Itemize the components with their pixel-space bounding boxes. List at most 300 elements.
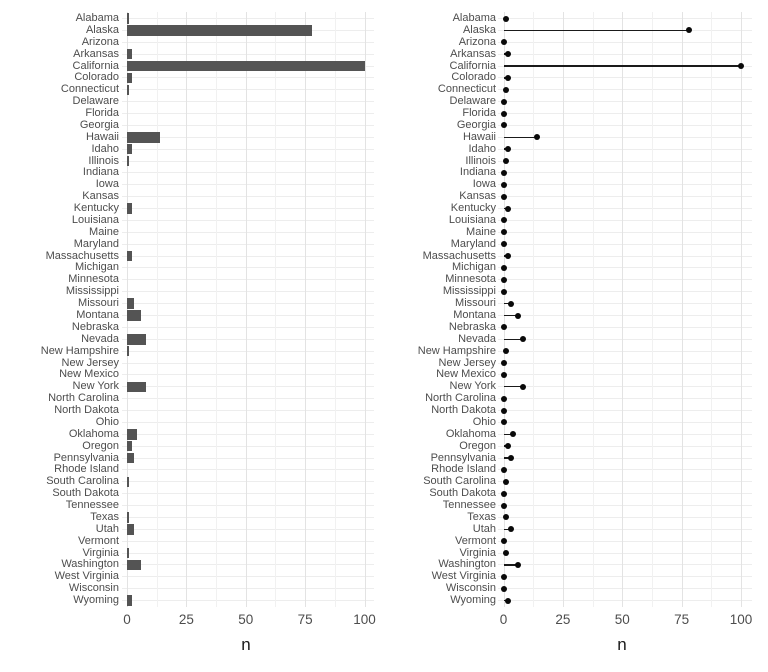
state-bar (127, 453, 134, 464)
y-axis-state-label: North Carolina (425, 392, 496, 405)
y-axis-state-label: Ohio (472, 415, 496, 428)
y-axis-state-label: Connecticut (437, 83, 496, 96)
y-axis-state-label: South Dakota (429, 487, 496, 500)
y-axis-state-label: Kansas (82, 190, 119, 203)
row-gridline (122, 279, 374, 280)
lollipop-stem (504, 65, 742, 66)
row-gridline (122, 434, 374, 435)
lollipop-dot (738, 63, 744, 69)
y-axis-state-label: Washington (438, 558, 496, 571)
y-axis-state-label: Nevada (458, 332, 496, 345)
y-axis-state-label: New York (72, 380, 119, 393)
major-gridline (365, 12, 366, 607)
y-axis-state-label: Wyoming (73, 594, 119, 607)
y-axis-state-label: Arizona (81, 35, 119, 48)
state-bar (127, 251, 132, 262)
x-axis-tick-label: 100 (729, 612, 753, 627)
row-gridline (122, 113, 374, 114)
lollipop-dot (505, 75, 511, 81)
y-axis-state-label: Kentucky (73, 202, 119, 215)
lollipop-dot (534, 134, 540, 140)
row-gridline (122, 291, 374, 292)
lollipop-dot (501, 122, 507, 128)
row-gridline (122, 149, 374, 150)
lollipop-dot (501, 360, 507, 366)
lollipop-dot (501, 372, 507, 378)
major-gridline (186, 12, 187, 607)
state-bar (127, 310, 141, 321)
minor-gridline (652, 12, 653, 607)
row-gridline (498, 410, 752, 411)
x-axis-tick-label: 75 (297, 612, 313, 627)
row-gridline (122, 339, 374, 340)
state-bar (127, 512, 129, 523)
row-gridline (498, 600, 752, 601)
y-axis-state-label: Michigan (451, 261, 496, 274)
row-gridline (122, 208, 374, 209)
y-axis-state-label: Michigan (74, 261, 119, 274)
y-axis-state-label: Utah (472, 522, 496, 535)
y-axis-state-label: Missouri (455, 297, 496, 310)
y-axis-state-label: Alabama (452, 12, 496, 24)
row-gridline (498, 327, 752, 328)
y-axis-state-label: Utah (95, 522, 119, 535)
state-bar (127, 25, 312, 36)
state-bar (127, 49, 132, 60)
x-axis-title: n (617, 635, 627, 654)
row-gridline (122, 303, 374, 304)
lollipop-dot (501, 419, 507, 425)
state-bar (127, 429, 137, 440)
y-axis-state-label: Mississippi (65, 285, 119, 298)
row-gridline (122, 386, 374, 387)
minor-gridline (533, 12, 534, 607)
lollipop-dot (501, 194, 507, 200)
lollipop-dot (501, 265, 507, 271)
y-axis-state-label: Texas (467, 510, 496, 523)
y-axis-state-label: Minnesota (445, 273, 496, 286)
row-gridline (122, 89, 374, 90)
y-axis-state-label: New Mexico (59, 368, 119, 381)
y-axis-state-label: North Dakota (431, 404, 496, 417)
y-axis-state-label: Indiana (459, 166, 496, 179)
row-gridline (122, 422, 374, 423)
y-axis-state-label: Oregon (82, 439, 119, 452)
state-bar (127, 73, 132, 84)
row-gridline (122, 446, 374, 447)
row-gridline (498, 89, 752, 90)
lollipop-dot (501, 289, 507, 295)
plot-panel (498, 12, 752, 607)
lollipop-dot (503, 16, 509, 22)
y-axis-state-label: Maryland (73, 237, 119, 250)
state-bar (127, 203, 132, 214)
state-bar (127, 156, 129, 167)
y-axis-state-label: Colorado (74, 71, 119, 84)
row-gridline (498, 363, 752, 364)
lollipop-dot (501, 241, 507, 247)
x-axis-title: n (241, 635, 251, 654)
lollipop-dot (501, 182, 507, 188)
state-bar (127, 548, 129, 559)
row-gridline (122, 517, 374, 518)
state-bar (127, 298, 134, 309)
row-gridline (498, 434, 752, 435)
lollipop-dot (503, 348, 509, 354)
lollipop-dot (501, 586, 507, 592)
x-axis-tick-label: 0 (499, 612, 508, 627)
y-axis-state-label: Alaska (85, 23, 119, 36)
lollipop-dot (515, 562, 521, 568)
y-axis-state-label: New Jersey (438, 356, 496, 369)
lollipop-dot (501, 538, 507, 544)
row-gridline (498, 42, 752, 43)
x-axis-tick-label: 25 (555, 612, 571, 627)
lollipop-dot (503, 479, 509, 485)
lollipop-dot (501, 467, 507, 473)
lollipop-dot (505, 51, 511, 57)
y-axis-state-label: Arkansas (73, 47, 119, 60)
row-gridline (122, 576, 374, 577)
y-axis-state-label: Arkansas (450, 47, 496, 60)
major-gridline (682, 12, 683, 607)
y-axis-state-label: Delaware (72, 95, 119, 108)
x-axis-tick-label: 0 (123, 612, 131, 627)
y-axis-state-label: Oklahoma (445, 427, 496, 440)
lollipop-dot (503, 87, 509, 93)
y-axis-state-label: Wisconsin (445, 582, 496, 595)
lollipop-dot (686, 27, 692, 33)
y-axis-state-label: Wyoming (450, 594, 496, 607)
y-axis-state-label: New Jersey (61, 356, 119, 369)
lollipop-stem (504, 30, 689, 31)
row-gridline (498, 315, 752, 316)
y-axis-state-label: Indiana (82, 166, 119, 179)
state-bar (127, 346, 129, 357)
y-axis-state-label: North Carolina (48, 392, 119, 405)
lollipop-dot (501, 491, 507, 497)
row-gridline (498, 101, 752, 102)
y-axis-state-label: New York (449, 380, 496, 393)
lollipop-chart-panel (384, 0, 768, 672)
y-axis-state-label: Rhode Island (54, 463, 119, 476)
y-axis-state-label: South Carolina (423, 475, 496, 488)
x-axis-tick-label: 25 (178, 612, 194, 627)
row-gridline (498, 493, 752, 494)
y-axis-state-label: Iowa (95, 178, 119, 191)
x-axis-tick-label: 50 (238, 612, 254, 627)
row-gridline (498, 208, 752, 209)
y-axis-state-label: Nevada (81, 332, 119, 345)
state-bar (127, 334, 146, 345)
y-axis-state-label: Illinois (465, 154, 496, 167)
row-gridline (498, 125, 752, 126)
row-gridline (498, 339, 752, 340)
y-axis-state-label: Oregon (459, 439, 496, 452)
lollipop-dot (501, 111, 507, 117)
row-gridline (122, 529, 374, 530)
row-gridline (498, 564, 752, 565)
lollipop-dot (501, 217, 507, 223)
lollipop-dot (508, 301, 514, 307)
y-axis-state-label: Mississippi (442, 285, 496, 298)
row-gridline (498, 374, 752, 375)
row-gridline (122, 410, 374, 411)
row-gridline (122, 315, 374, 316)
row-gridline (498, 386, 752, 387)
y-axis-state-label: Hawaii (85, 130, 119, 143)
row-gridline (498, 232, 752, 233)
row-gridline (498, 77, 752, 78)
y-axis-state-label: Vermont (78, 534, 119, 547)
row-gridline (498, 291, 752, 292)
major-gridline (246, 12, 247, 607)
y-axis-state-label: Idaho (91, 142, 119, 155)
row-gridline (498, 244, 752, 245)
row-gridline (122, 505, 374, 506)
lollipop-dot (501, 170, 507, 176)
row-gridline (122, 541, 374, 542)
y-axis-state-label: Alaska (462, 23, 496, 36)
row-gridline (122, 327, 374, 328)
state-bar (127, 132, 160, 143)
y-axis-state-label: Montana (76, 309, 119, 321)
plot-panel (122, 12, 374, 607)
state-bar (127, 477, 129, 488)
y-axis-state-label: Tennessee (442, 499, 496, 512)
major-gridline (563, 12, 564, 607)
row-gridline (122, 256, 374, 257)
y-axis-state-label: Ohio (95, 415, 119, 428)
lollipop-dot (503, 158, 509, 164)
x-axis-tick-label: 50 (614, 612, 630, 627)
row-gridline (498, 529, 752, 530)
y-axis-state-label: Florida (85, 107, 119, 120)
lollipop-dot (501, 503, 507, 509)
row-gridline (498, 18, 752, 19)
y-axis-state-label: North Dakota (54, 404, 119, 417)
row-gridline (122, 398, 374, 399)
row-gridline (498, 303, 752, 304)
y-axis-state-label: Kentucky (450, 202, 496, 215)
y-axis-state-label: Florida (462, 107, 496, 120)
lollipop-dot (501, 396, 507, 402)
row-gridline (498, 184, 752, 185)
major-gridline (622, 12, 623, 607)
state-bar (127, 85, 129, 96)
lollipop-dot (501, 229, 507, 235)
row-gridline (498, 553, 752, 554)
lollipop-dot (510, 431, 516, 437)
row-gridline (122, 125, 374, 126)
row-gridline (122, 172, 374, 173)
row-gridline (122, 363, 374, 364)
minor-gridline (593, 12, 594, 607)
state-bar (127, 61, 365, 72)
y-axis-state-label: Maryland (450, 237, 496, 250)
y-axis-state-label: Maine (89, 225, 119, 238)
row-gridline (122, 351, 374, 352)
row-gridline (498, 469, 752, 470)
lollipop-dot (501, 99, 507, 105)
row-gridline (122, 18, 374, 19)
lollipop-dot (501, 277, 507, 283)
y-axis-state-label: South Carolina (46, 475, 119, 488)
y-axis-state-label: Georgia (456, 118, 496, 131)
lollipop-dot (505, 206, 511, 212)
lollipop-dot (501, 324, 507, 330)
row-gridline (122, 600, 374, 601)
y-axis-state-label: Washington (61, 558, 119, 571)
lollipop-dot (505, 253, 511, 259)
row-gridline (498, 172, 752, 173)
row-gridline (122, 161, 374, 162)
row-gridline (122, 493, 374, 494)
row-gridline (122, 588, 374, 589)
row-gridline (122, 374, 374, 375)
row-gridline (498, 267, 752, 268)
y-axis-state-label: Kansas (459, 190, 496, 203)
y-axis-state-label: Pennsylvania (53, 451, 119, 464)
minor-gridline (216, 12, 217, 607)
y-axis-state-label: Massachusetts (45, 249, 119, 262)
row-gridline (122, 184, 374, 185)
y-axis-state-label: Nebraska (71, 320, 119, 333)
y-axis-state-label: Connecticut (60, 83, 119, 96)
y-axis-state-label: Colorado (451, 71, 496, 84)
y-axis-state-label: Illinois (88, 154, 119, 167)
row-gridline (122, 77, 374, 78)
row-gridline (498, 149, 752, 150)
row-gridline (122, 232, 374, 233)
row-gridline (498, 161, 752, 162)
row-gridline (498, 351, 752, 352)
state-bar (127, 524, 134, 535)
major-gridline (305, 12, 306, 607)
state-bar (127, 382, 146, 393)
lollipop-dot (501, 408, 507, 414)
row-gridline (122, 564, 374, 565)
y-axis-state-label: Maine (466, 225, 496, 238)
y-axis-state-label: Pennsylvania (430, 451, 496, 464)
row-gridline (122, 553, 374, 554)
row-gridline (122, 42, 374, 43)
state-bar (127, 144, 132, 155)
y-axis-state-label: Louisiana (448, 213, 496, 226)
row-gridline (498, 505, 752, 506)
row-gridline (498, 458, 752, 459)
row-gridline (122, 267, 374, 268)
y-axis-state-label: Alabama (75, 12, 119, 24)
row-gridline (498, 517, 752, 518)
y-axis-state-label: Vermont (455, 534, 496, 547)
lollipop-dot (520, 384, 526, 390)
minor-gridline (711, 12, 712, 607)
row-gridline (122, 481, 374, 482)
lollipop-dot (501, 574, 507, 580)
lollipop-stem (504, 137, 537, 138)
row-gridline (498, 422, 752, 423)
minor-gridline (335, 12, 336, 607)
minor-gridline (157, 12, 158, 607)
y-axis-state-label: Idaho (468, 142, 496, 155)
lollipop-dot (501, 39, 507, 45)
y-axis-state-label: South Dakota (52, 487, 119, 500)
major-gridline (741, 12, 742, 607)
y-axis-state-label: Virginia (82, 546, 119, 559)
y-axis-state-label: Delaware (449, 95, 496, 108)
lollipop-dot (505, 146, 511, 152)
row-gridline (122, 469, 374, 470)
row-gridline (498, 256, 752, 257)
row-gridline (498, 196, 752, 197)
state-bar (127, 13, 129, 24)
row-gridline (498, 446, 752, 447)
lollipop-dot (508, 526, 514, 532)
lollipop-dot (505, 443, 511, 449)
x-axis-tick-label: 100 (353, 612, 376, 627)
row-gridline (498, 576, 752, 577)
y-axis-state-label: Iowa (472, 178, 496, 191)
y-axis-state-label: Tennessee (65, 499, 119, 512)
y-axis-state-label: Georgia (79, 118, 119, 131)
state-bar (127, 560, 141, 571)
row-gridline (122, 196, 374, 197)
row-gridline (122, 458, 374, 459)
lollipop-dot (520, 336, 526, 342)
row-gridline (122, 220, 374, 221)
y-axis-state-label: Louisiana (71, 213, 119, 226)
y-axis-state-label: Hawaii (462, 130, 496, 143)
y-axis-state-label: Wisconsin (68, 582, 119, 595)
row-gridline (498, 279, 752, 280)
y-axis-state-label: New Hampshire (417, 344, 496, 357)
y-axis-state-label: Montana (453, 309, 496, 321)
y-axis-state-label: New Mexico (436, 368, 496, 381)
y-axis-state-label: Texas (90, 510, 119, 523)
x-axis-tick-label: 75 (674, 612, 690, 627)
lollipop-dot (508, 455, 514, 461)
y-axis-state-label: California (449, 59, 496, 72)
y-axis-state-label: Minnesota (68, 273, 119, 286)
y-axis-state-label: Virginia (459, 546, 496, 559)
y-axis-state-label: Massachusetts (422, 249, 496, 262)
row-gridline (498, 481, 752, 482)
y-axis-state-label: Nebraska (448, 320, 496, 333)
y-axis-state-label: Rhode Island (431, 463, 496, 476)
minor-gridline (275, 12, 276, 607)
row-gridline (498, 588, 752, 589)
state-bar (127, 441, 132, 452)
y-axis-state-label: California (72, 59, 119, 72)
lollipop-dot (505, 598, 511, 604)
row-gridline (498, 541, 752, 542)
y-axis-state-label: Arizona (458, 35, 496, 48)
row-gridline (122, 244, 374, 245)
y-axis-state-label: Oklahoma (68, 427, 119, 440)
y-axis-state-label: West Virginia (54, 570, 119, 583)
lollipop-dot (503, 514, 509, 520)
row-gridline (498, 220, 752, 221)
row-gridline (498, 113, 752, 114)
y-axis-state-label: Missouri (78, 297, 119, 310)
y-axis-state-label: New Hampshire (40, 344, 119, 357)
row-gridline (498, 398, 752, 399)
lollipop-dot (515, 313, 521, 319)
row-gridline (122, 54, 374, 55)
y-axis-state-label: West Virginia (431, 570, 496, 583)
lollipop-dot (503, 550, 509, 556)
